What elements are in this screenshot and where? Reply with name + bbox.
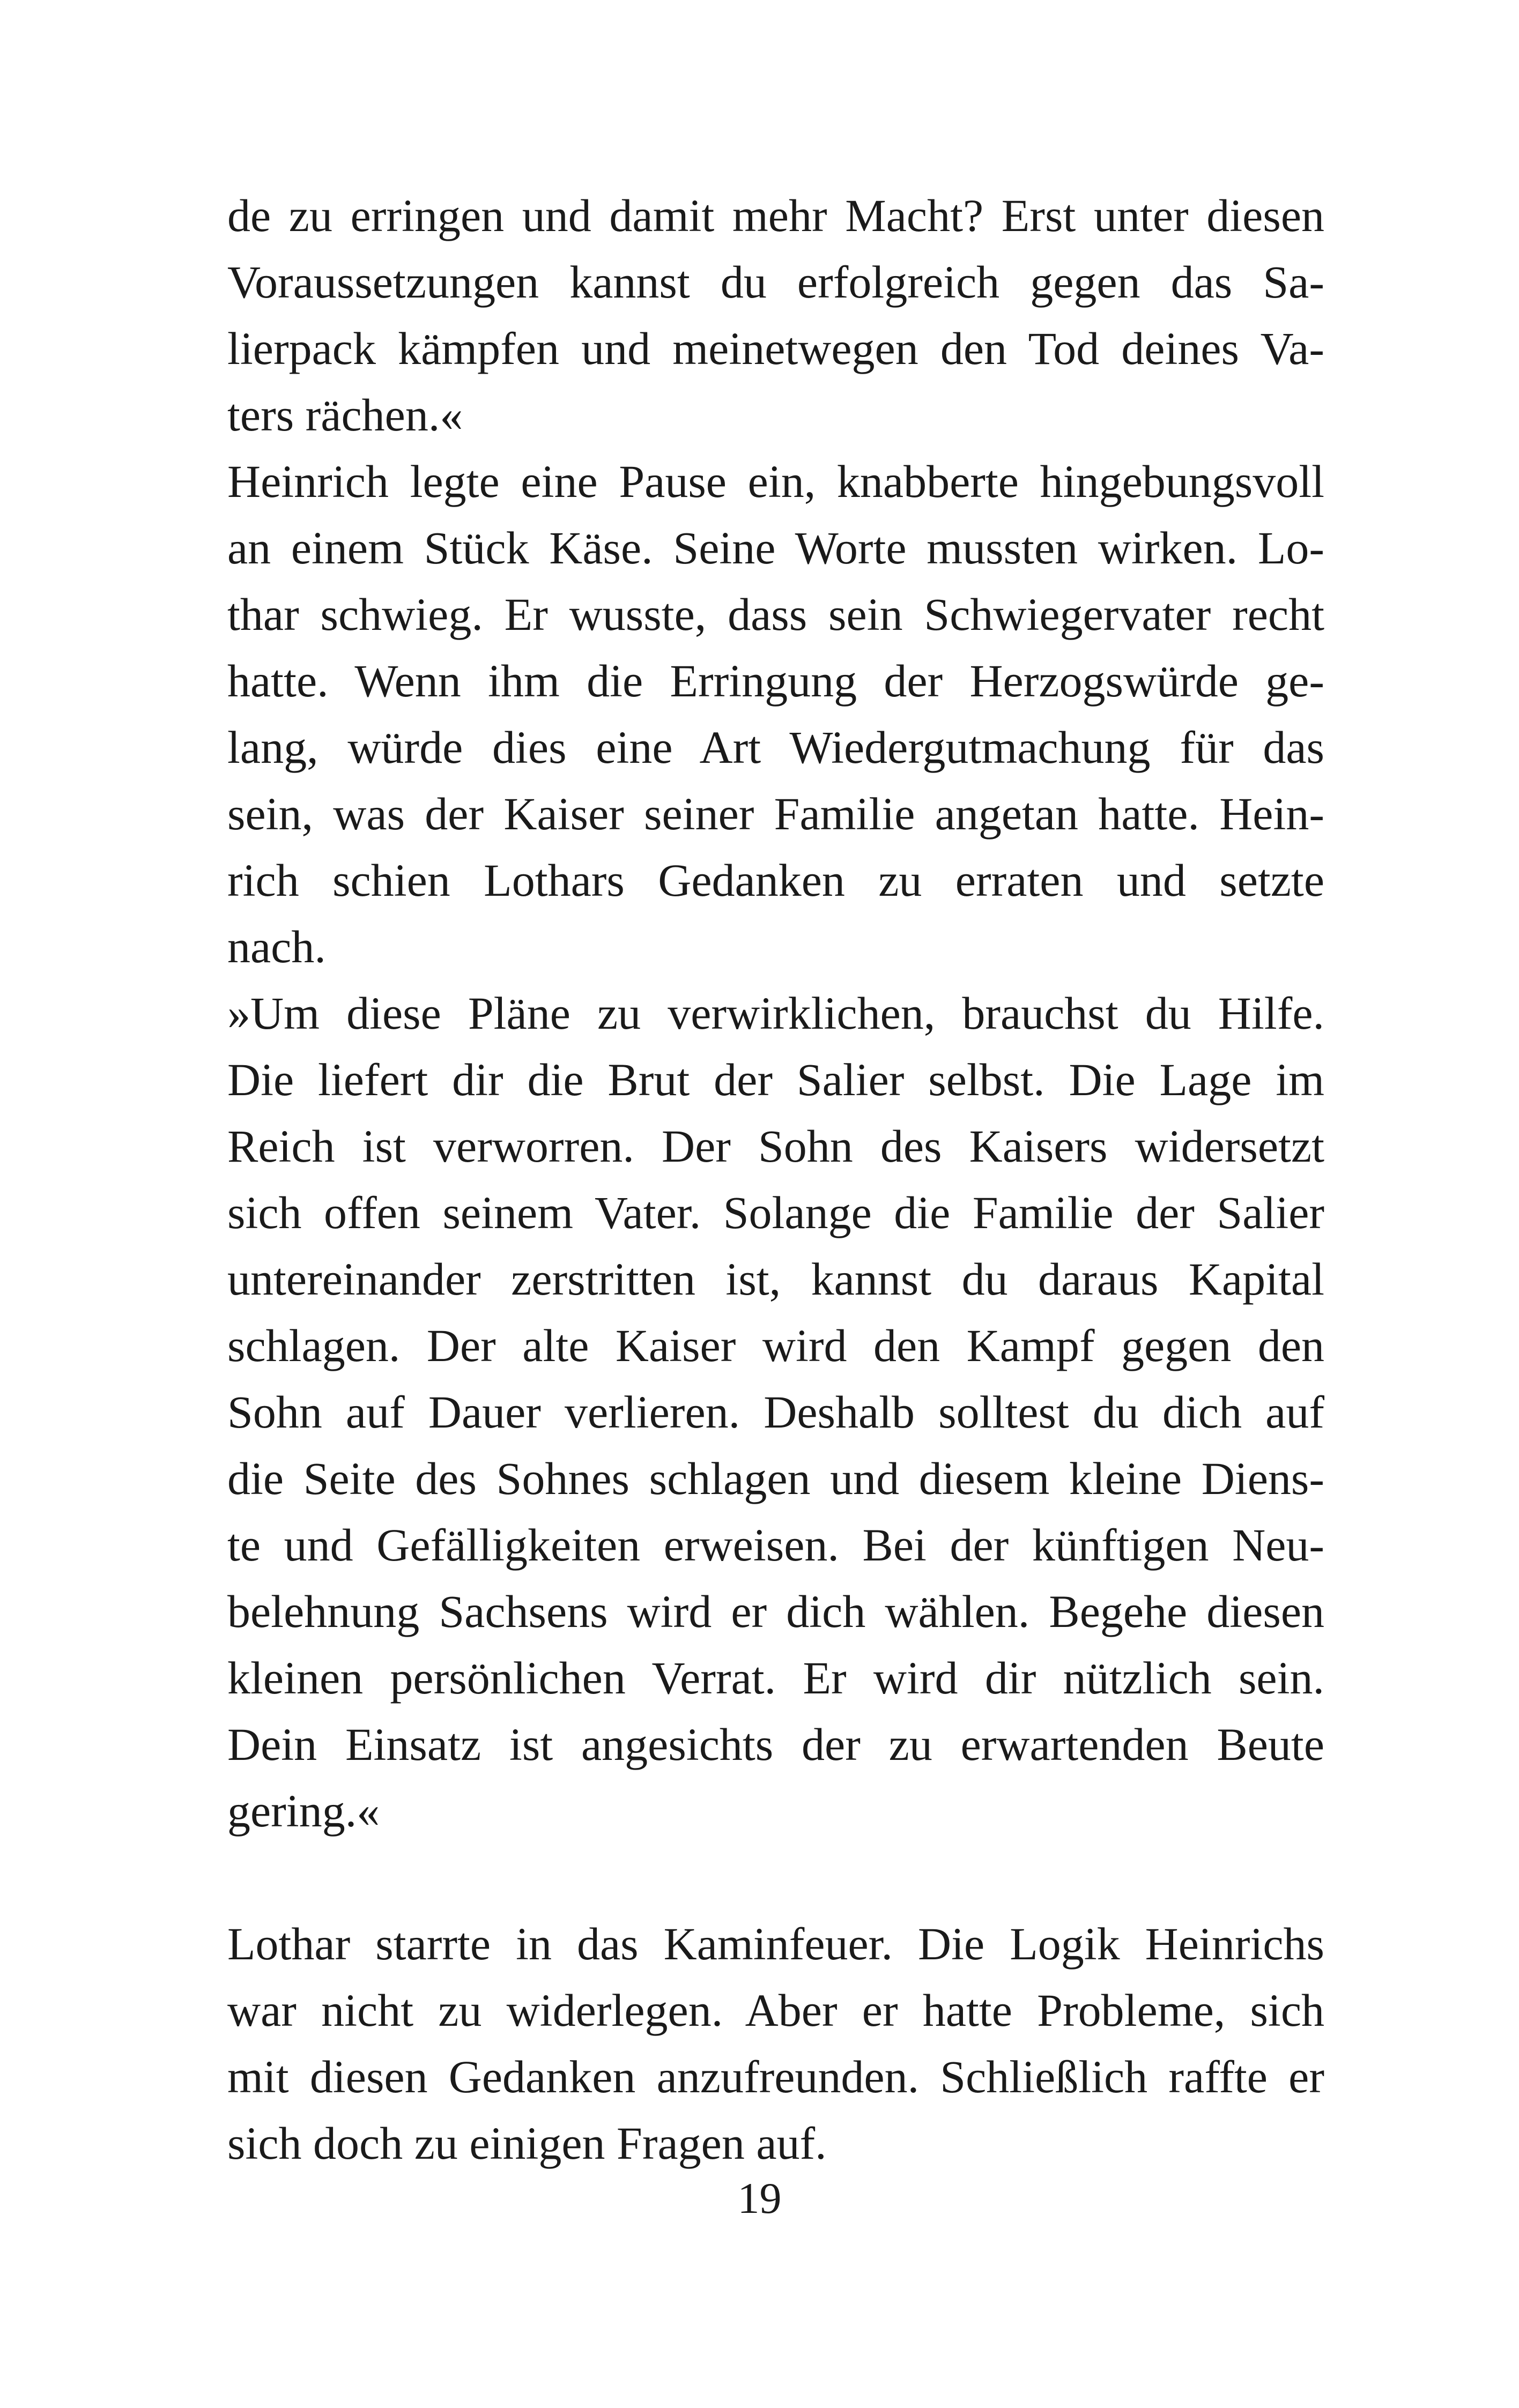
text-line: kleinen persönlichen Verrat. Er wird dir nützlich sein. <box>227 1652 1324 1704</box>
text-line: sich offen seinem Vater. Solange die Familie der Salier <box>227 1187 1324 1238</box>
text-line: an einem Stück Käse. Seine Worte mussten wirken. Lo- <box>227 522 1324 574</box>
paragraph <box>227 448 1324 980</box>
body-text <box>227 182 1324 2176</box>
text-line: schlagen. Der alte Kaiser wird den Kampf gegen den <box>227 1320 1324 1371</box>
text-line: Reich ist verworren. Der Sohn des Kaisers widersetzt <box>227 1120 1324 1172</box>
text-line: lang, würde dies eine Art Wiedergutmachung für das <box>227 722 1324 773</box>
text-line: Heinrich legte eine Pause ein, knabberte hingebungsvoll <box>227 456 1324 507</box>
text-line: de zu erringen und damit mehr Macht? Erst unter diesen <box>227 190 1324 241</box>
paragraph-gap <box>227 1844 1324 1911</box>
text-line: Die liefert dir die Brut der Salier selbst. Die Lage im <box>227 1054 1324 1105</box>
text-line: »Um diese Pläne zu verwirklichen, brauchst du Hilfe. <box>227 987 1324 1039</box>
text-line: thar schwieg. Er wusste, dass sein Schwiegervater recht <box>227 589 1324 640</box>
text-line: hatte. Wenn ihm die Erringung der Herzogswürde ge- <box>227 655 1324 707</box>
page-number: 19 <box>737 2174 782 2223</box>
text-line: die Seite des Sohnes schlagen und diesem kleine Diens- <box>227 1453 1324 1504</box>
text-line: gering.« <box>227 1785 380 1837</box>
text-line: belehnung Sachsens wird er dich wählen. Begehe diesen <box>227 1586 1324 1637</box>
text-line: sich doch zu einigen Fragen auf. <box>227 2117 827 2169</box>
text-line: lierpack kämpfen und meinetwegen den Tod deines Va- <box>227 323 1324 374</box>
text-line: untereinander zerstritten ist, kannst du daraus Kapital <box>227 1253 1324 1305</box>
text-line: nach. <box>227 921 326 972</box>
text-line: war nicht zu widerlegen. Aber er hatte Probleme, sich <box>227 1985 1324 2036</box>
text-line: mit diesen Gedanken anzufreunden. Schließlich raffte er <box>227 2051 1324 2102</box>
text-line: Lothar starrte in das Kaminfeuer. Die Logik Heinrichs <box>227 1918 1324 1969</box>
text-line: rich schien Lothars Gedanken zu erraten und setzte <box>227 854 1324 906</box>
paragraph <box>227 980 1324 1844</box>
text-line: Dein Einsatz ist angesichts der zu erwartenden Beute <box>227 1719 1324 1770</box>
paragraph <box>227 182 1324 448</box>
paragraph <box>227 1911 1324 2176</box>
text-line: ters rächen.« <box>227 389 463 441</box>
text-line: Sohn auf Dauer verlieren. Deshalb solltest du dich auf <box>227 1386 1324 1438</box>
text-line: Voraussetzungen kannst du erfolgreich gegen das Sa- <box>227 256 1324 308</box>
text-line: sein, was der Kaiser seiner Familie angetan hatte. Hein- <box>227 788 1324 839</box>
text-line: te und Gefälligkeiten erweisen. Bei der künftigen Neu- <box>227 1519 1324 1571</box>
